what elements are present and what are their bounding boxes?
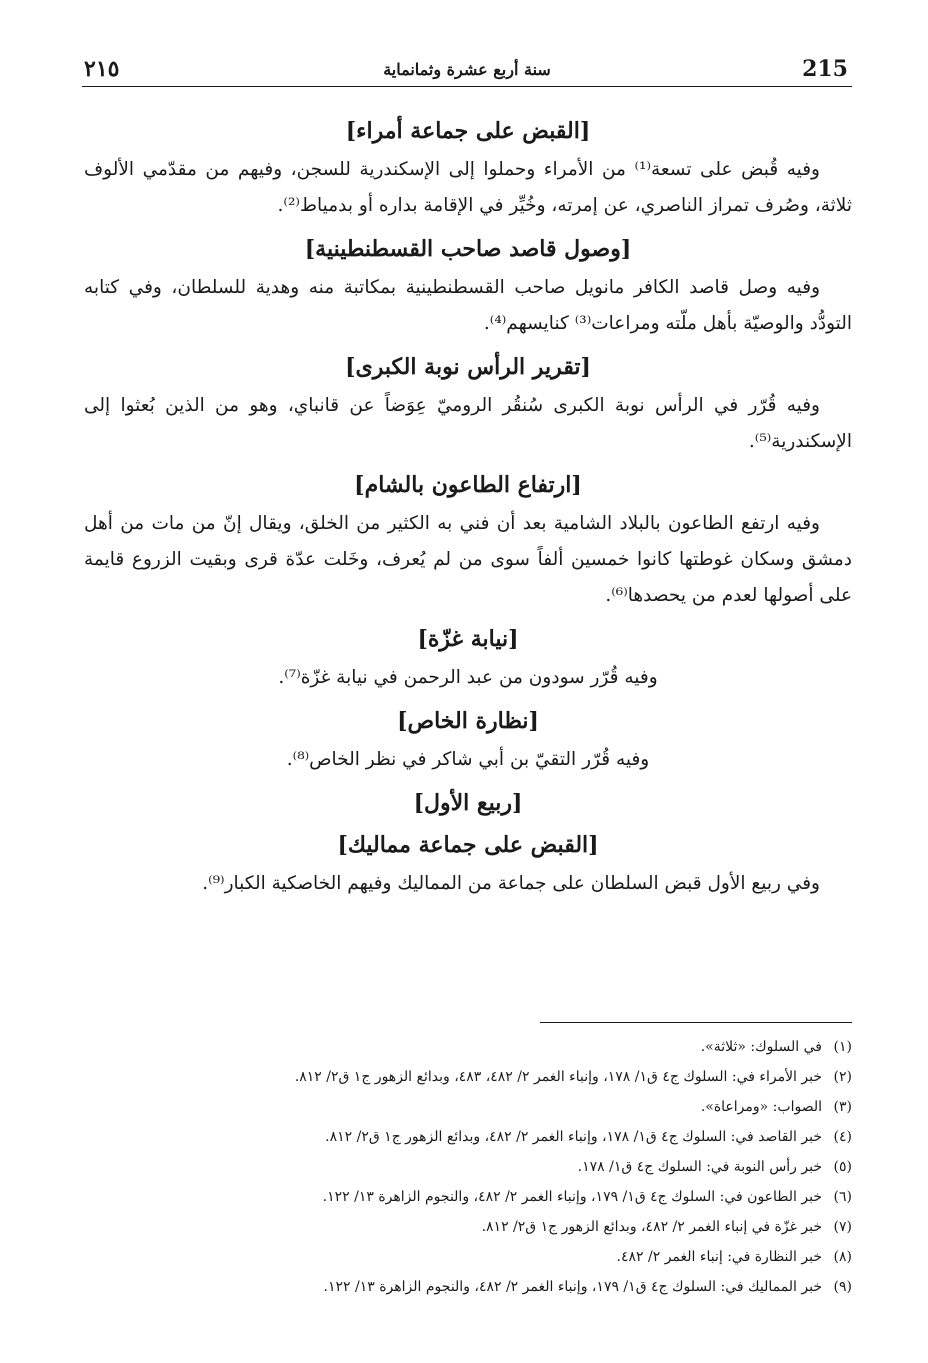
footnote-item [110,1092,852,1122]
footnote-text: الصواب: «ومراعاة». [700,1099,822,1115]
section-heading: [ارتفاع الطاعون بالشام] [354,472,582,498]
section-heading: [القبض على جماعة أمراء] [345,118,591,144]
footnote-number: (٩) [833,1279,852,1295]
footnote-number: (٧) [833,1219,852,1235]
footnote-item [110,1182,852,1212]
footnote-item [110,1152,852,1182]
section-heading: [نيابة غزّة] [417,626,519,652]
footnote-separator [540,1022,852,1023]
footnote-item [110,1242,852,1272]
footnotes-list [110,1032,852,1302]
footnote-text: في السلوك: «ثلاثة». [700,1039,822,1055]
footnote-number: (٢) [833,1069,852,1085]
footnote-text: خبر الطاعون في: السلوك ج٤ ق١/ ١٧٩، وإنباء الغمر ٢/ ٤٨٢، والنجوم الزاهرة ١٣/ ١٢٢. [322,1189,822,1205]
section-paragraph: وفيه قُبض على تسعة⁽¹⁾ من الأمراء وحملوا إلى الإسكندرية للسجن، وفيهم من مقدّمي الألوف ثلاثة، وصُرف تمراز الناصري، عن إمرته، وخُيِّر في الإقامة بداره أو بدمياط⁽²⁾. [84,159,852,216]
footnote-number: (٥) [833,1159,852,1175]
section-heading: [القبض على جماعة مماليك] [337,832,599,858]
page-number-arabic: ٢١٥ [84,56,120,82]
footnote-text: خبر رأس النوبة في: السلوك ج٤ ق١/ ١٧٨. [577,1159,822,1175]
running-header [82,52,852,87]
section-paragraph: وفيه ارتفع الطاعون بالبلاد الشامية بعد أن فني به الكثير من الخلق، ويقال إنّ من مات من أهل دمشق وسكان غوطتها كانوا خمسين ألفاً سوى من لم يُعرف، وخَلت عدّة قرى وبقيت الزروع قايمة على أصولها لعدم من يحصدها⁽⁶⁾. [84,513,852,606]
footnote-text: خبر الأمراء في: السلوك ج٤ ق١/ ١٧٨، وإنباء الغمر ٢/ ٤٨٢، ٤٨٣، وبدائع الزهور ج١ ق٢/ ٨١٢. [294,1069,822,1085]
footnote-number: (٤) [833,1129,852,1145]
footnote-number: (٦) [833,1189,852,1205]
footnote-text: خبر القاصد في: السلوك ج٤ ق١/ ١٧٨، وإنباء الغمر ٢/ ٤٨٢، وبدائع الزهور ج١ ق٢/ ٨١٢. [325,1129,822,1145]
footnote-text: خبر غزّة في إنباء الغمر ٢/ ٤٨٢، وبدائع الزهور ج١ ق٢/ ٨١٢. [481,1219,822,1235]
page-number-latin: 215 [802,56,848,82]
section-paragraph: وفيه قُرّر سودون من عبد الرحمن في نيابة غزّة⁽⁷⁾. [278,667,658,688]
main-text [84,110,852,906]
footnote-item [110,1062,852,1092]
footnote-number: (١) [833,1039,852,1055]
footnote-item [110,1212,852,1242]
section-paragraph: وفيه وصل قاصد الكافر مانويل صاحب القسطنطينية بمكاتبة منه وهدية للسلطان، وفي كتابه التودُّد والوصيّة بأهل ملّته ومراعات⁽³⁾ كنايسهم⁽⁴⁾. [84,277,852,334]
running-title: سنة أربع عشرة وثمانماية [383,60,551,79]
section-paragraph: وفيه قُرّر في الرأس نوبة الكبرى سُنقُر الروميّ عِوَضاً عن قانباي، وهو من الذين بُعثوا إلى الإسكندرية⁽⁵⁾. [84,395,852,452]
footnote-item [110,1122,852,1152]
section-heading: [نظارة الخاص] [397,708,539,734]
month-heading: [ربيع الأول] [413,790,523,816]
footnote-text: خبر المماليك في: السلوك ج٤ ق١/ ١٧٩، وإنباء الغمر ٢/ ٤٨٢، والنجوم الزاهرة ١٣/ ١٢٢. [323,1279,822,1295]
footnote-number: (٨) [833,1249,852,1265]
section-paragraph: وفيه قُرّر التقيّ بن أبي شاكر في نظر الخاص⁽⁸⁾. [286,749,650,770]
section-heading: [تقرير الرأس نوبة الكبرى] [345,354,591,380]
footnote-item [110,1032,852,1062]
footnote-number: (٣) [833,1099,852,1115]
footnote-text: خبر النظارة في: إنباء الغمر ٢/ ٤٨٢. [616,1249,822,1265]
section-paragraph: وفي ربيع الأول قبض السلطان على جماعة من المماليك وفيهم الخاصكية الكبار⁽⁹⁾. [202,873,820,894]
section-heading: [وصول قاصد صاحب القسطنطينية] [304,236,632,262]
footnote-item [110,1272,852,1302]
